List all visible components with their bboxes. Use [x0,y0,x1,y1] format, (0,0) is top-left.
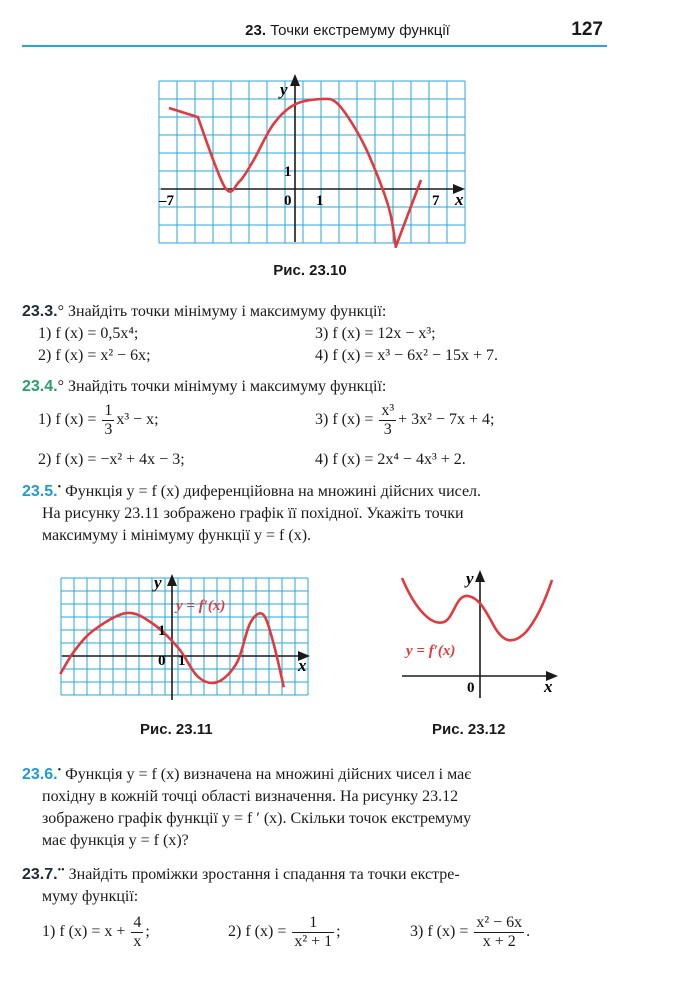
fig2-tick-x1: 1 [178,653,186,669]
task-23-7-item-2 [228,914,341,951]
task-23-5-line-1 [22,481,481,505]
fig2-caption: Рис. 23.11 [140,721,213,738]
fig3-function-label: y = f′(x) [406,643,456,659]
task-23-3-item-1: 1) f (x) = 0,5x⁴; [38,325,139,342]
fig1-grid [159,81,465,243]
figure-23-12 [392,566,572,706]
denominator: x + 2 [482,933,516,950]
task-text: Знайдіть проміжки зростання і спадання та точки екстре- [68,866,460,883]
task-mark: ° [57,378,64,395]
fraction [379,402,396,439]
figure-23-10 [155,72,475,248]
task-number: 23.7. [22,866,58,883]
task-23-3-item-3: 3) f (x) = 12x − x³; [315,325,436,342]
fig2-function-label: y = f′(x) [176,598,226,614]
header-rule [22,45,607,47]
task-23-7-item-3 [410,914,530,951]
figure-23-11 [58,572,323,704]
task-text: Функція y = f (x) диференційовна на множині дійсних чисел. [65,483,482,500]
task-number: 23.6. [22,766,58,783]
task-23-3-header [22,301,386,323]
task-mark: ° [57,303,64,320]
task-mark: •• [57,865,65,876]
expr-suffix: . [526,923,531,941]
task-23-4-item-3 [315,402,494,439]
fig2-tick-y1: 1 [158,623,166,639]
task-number: 23.5. [22,483,58,500]
expr-prefix: 3) f (x) = [410,923,469,941]
task-23-6-line-2: похідну в кожній точці області визначення. На рисунку 23.12 [42,788,459,805]
task-23-7-line-1 [22,864,460,888]
fig1-y-arrow [290,74,300,86]
fig3-caption: Рис. 23.12 [432,721,506,738]
task-text: Знайдіть точки мінімуму і максимуму функції: [68,303,387,320]
fig1-tick-x1: 1 [316,193,324,209]
expr-suffix: x³ − x; [116,411,159,429]
expr-suffix: + 3x² − 7x + 4; [398,411,495,429]
page-number: 127 [571,19,603,40]
expr-prefix: 2) f (x) = [228,923,287,941]
expr-prefix: 3) f (x) = [315,411,374,429]
expr-suffix: ; [336,923,341,941]
fig3-derivative-curve [402,578,552,640]
task-23-7-line-2: муму функції: [42,888,139,905]
fig1-origin: 0 [284,193,292,209]
fig2-x-label: x [298,656,307,675]
fig1-y-label: y [280,80,288,99]
section-title: Точки екстремуму функції [270,22,450,39]
fig1-tick-pos7: 7 [432,193,440,209]
numerator: 1 [104,402,113,419]
task-23-4-header [22,376,386,398]
task-23-5-line-2: На рисунку 23.11 зображено графік її похідної. Укажіть точки [42,505,464,522]
fraction [102,402,114,439]
fig3-y-label: y [466,569,474,588]
fraction [474,914,524,951]
fraction [131,914,143,951]
fig2-y-label: y [154,573,162,592]
task-23-4-item-4: 4) f (x) = 2x⁴ − 4x³ + 2. [315,451,466,468]
fig1-tick-y1: 1 [284,164,292,180]
task-number: 23.3. [22,303,58,320]
task-text: Знайдіть точки мінімуму і максимуму функції: [68,378,387,395]
numerator: x² − 6x [476,914,523,931]
denominator: x [133,933,142,950]
expr-suffix: ; [145,923,150,941]
denominator: 3 [383,421,392,438]
task-23-6-line-4: має функція y = f (x)? [42,832,189,849]
fig3-x-label: x [544,677,553,696]
task-23-6-line-3: зображено графік функції y = f ′ (x). Скільки точок екстремуму [42,810,472,827]
task-23-3-item-2: 2) f (x) = x² − 6x; [38,347,151,364]
section-number: 23. [245,22,267,39]
denominator: x² + 1 [294,933,333,950]
numerator: 1 [292,914,334,933]
task-23-4-item-1 [38,402,159,439]
task-number: 23.4. [22,378,58,395]
expr-prefix: 1) f (x) = x + [42,923,126,941]
task-text: Функція y = f (x) визначена на множині дійсних чисел і має [65,766,472,783]
expr-prefix: 1) f (x) = [38,411,97,429]
task-23-3-item-4: 4) f (x) = x³ − 6x² − 15x + 7. [315,347,498,364]
fig2-origin: 0 [158,653,166,669]
task-23-6-line-1 [22,764,471,788]
numerator: 4 [133,914,142,931]
numerator: x³ [381,402,395,419]
fig3-y-arrow [475,570,485,582]
task-23-7-item-1 [42,914,150,951]
fraction [292,914,334,951]
task-mark: • [57,765,62,776]
denominator: 3 [104,421,113,438]
fig1-x-label: x [455,190,464,209]
fig3-origin: 0 [467,680,475,696]
task-23-4-item-2: 2) f (x) = −x² + 4x − 3; [38,451,185,468]
fig1-tick-neg7: –7 [159,193,174,209]
fig2-y-arrow [167,574,177,586]
task-mark: • [57,482,62,493]
fig1-caption: Рис. 23.10 [273,262,347,279]
task-23-5-line-3: максимуму і мінімуму функції y = f (x). [42,527,312,544]
